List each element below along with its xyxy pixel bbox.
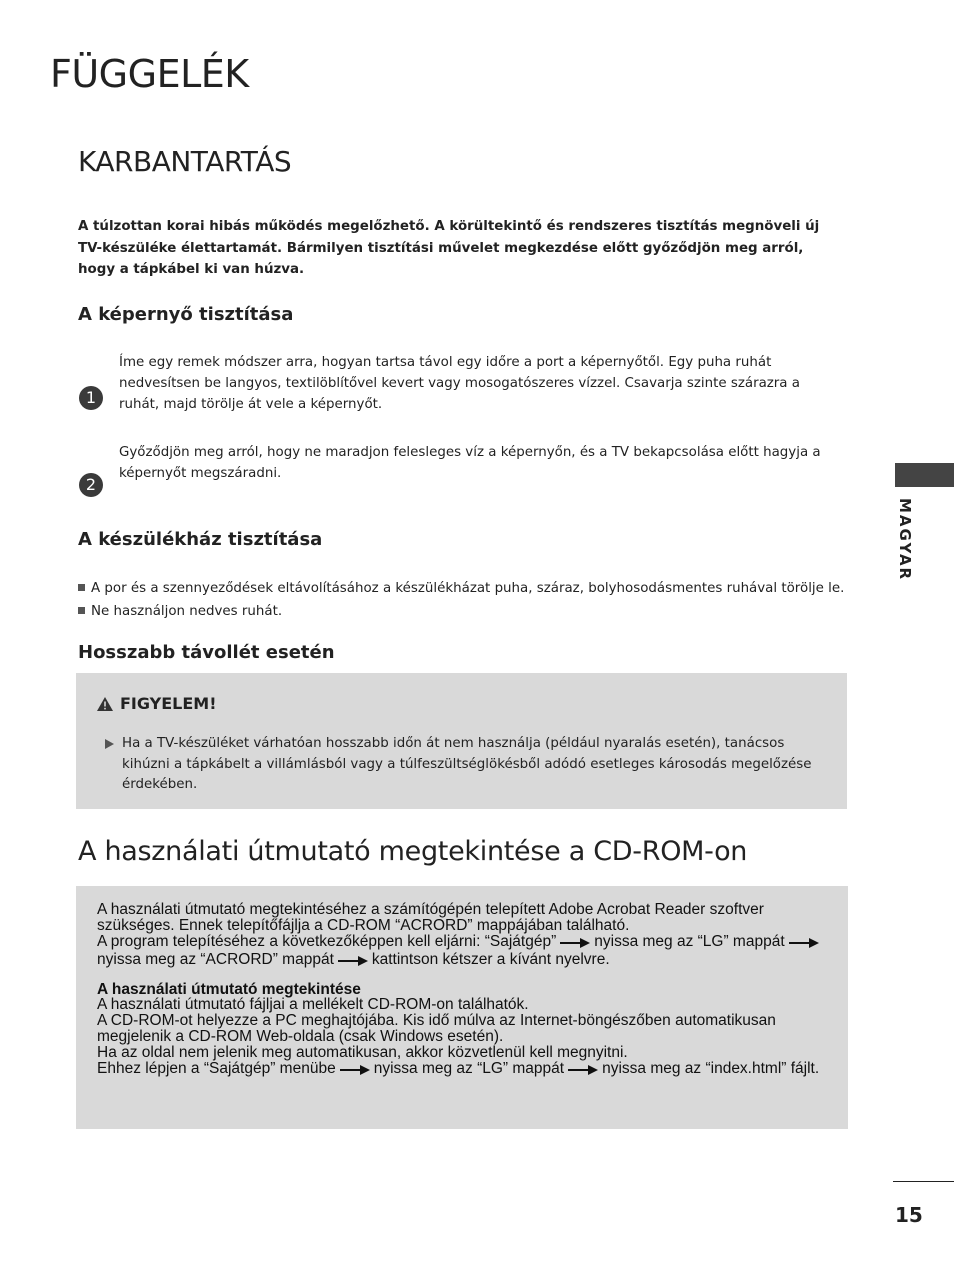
cdrom-index-start: Ehhez lépjen a “Sajátgép” menübe <box>97 1060 336 1077</box>
warning-triangle-icon <box>96 696 114 716</box>
cdrom-path-step-lg: nyissa meg az “LG” mappát <box>594 933 785 950</box>
page-title: FÜGGELÉK <box>50 52 249 96</box>
square-bullet-icon <box>78 584 85 591</box>
maintenance-intro: A túlzottan korai hibás működés megelőzhető. A körültekintő és rendszeres tisztítás megnöveli új TV-készüléke élettartamát. Bármilyen tisztítási művelet megkezdése előtt győződjön meg arról, hogy a tápkábel ki van húzva. <box>78 219 820 277</box>
cdrom-paragraph-3: A használati útmutató fájljai a mellékelt CD-ROM-on találhatók. <box>97 996 529 1013</box>
cdrom-path-step-language: kattintson kétszer a kívánt nyelvre. <box>371 951 610 968</box>
warning-heading <box>96 694 217 716</box>
step-badge-2: 2 <box>79 473 103 497</box>
right-arrow-icon <box>568 1063 598 1079</box>
cdrom-paragraph-6 <box>97 1061 837 1079</box>
cdrom-path-step-acrord: nyissa meg az “ACRORD” mappát <box>97 951 334 968</box>
cdrom-path-start: A program telepítéséhez a következőképpen kell eljárni: “Sajátgép” <box>97 933 557 950</box>
cabinet-cleaning-heading: A készülékház tisztítása <box>78 529 323 550</box>
cdrom-paragraph-4: A CD-ROM-ot helyezze a PC meghajtójába. Kis idő múlva az Internet-böngészőben automatikusan megjelenik a CD-ROM Web-oldala (csak Windows esetén). <box>97 1012 776 1045</box>
right-arrow-icon <box>338 954 368 970</box>
square-bullet-icon <box>78 607 85 614</box>
bullet-text: A por és a szennyeződések eltávolításához a készülékházat puha, száraz, bolyhosodásmentes ruhával törölje le. <box>91 581 845 596</box>
cdrom-sub-heading: A használati útmutató megtekintése <box>97 981 361 998</box>
screen-cleaning-heading: A képernyő tisztítása <box>78 304 294 325</box>
step-text-1: Íme egy remek módszer arra, hogyan tartsa távol egy időre a port a képernyőtől. Egy puha ruhát nedvesítsen be langyos, textilöblítővel kevert vagy mosogatószeres vízzel. Csavarja szinte szárazra a ruhát, majd törölje át vele a képernyőt. <box>119 355 800 412</box>
section-title-cdrom: A használati útmutató megtekintése a CD-ROM-on <box>78 836 748 867</box>
page-number-rule <box>893 1181 954 1182</box>
absence-heading: Hosszabb távollét esetén <box>78 642 335 663</box>
cdrom-paragraph-5: Ha az oldal nem jelenik meg automatikusan, akkor közvetlenül kell megnyitni. <box>97 1044 628 1061</box>
cdrom-index-step-lg: nyissa meg az “LG” mappát <box>373 1060 565 1077</box>
step-text-2: Győződjön meg arról, hogy ne maradjon felesleges víz a képernyőn, és a TV bekapcsolása előtt hagyja a képernyőt megszáradni. <box>119 445 821 481</box>
list-item <box>78 577 844 600</box>
page-number: 15 <box>895 1203 923 1227</box>
language-side-label: MAGYAR <box>896 498 914 582</box>
step-badge-1: 1 <box>79 386 103 410</box>
right-arrow-icon <box>560 936 590 952</box>
right-arrow-icon <box>789 936 819 952</box>
play-arrow-icon <box>105 739 114 749</box>
warning-label: FIGYELEM! <box>120 694 217 713</box>
cdrom-paragraph-1: A használati útmutató megtekintéséhez a számítógépén telepített Adobe Acrobat Reader szoftver szükséges. Ennek telepítőfájlja a CD-ROM “ACRORD” mappájában található. <box>97 901 764 934</box>
warning-text: Ha a TV-készüléket várhatóan hosszabb időn át nem használja (például nyaralás esetén), tanácsos kihúzni a tápkábelt a villámlásból vagy a túlfeszültséglökésből adódó esetleges károsodás megelőzése érdekében. <box>122 736 812 792</box>
language-side-tab <box>895 463 954 487</box>
section-title-maintenance: KARBANTARTÁS <box>78 145 292 178</box>
cabinet-bullet-list <box>78 577 844 623</box>
cdrom-index-step-file: nyissa meg az “index.html” fájlt. <box>602 1060 820 1077</box>
right-arrow-icon <box>340 1063 370 1079</box>
cdrom-paragraph-2 <box>97 934 837 970</box>
list-item <box>78 600 844 623</box>
bullet-text: Ne használjon nedves ruhát. <box>91 604 283 619</box>
